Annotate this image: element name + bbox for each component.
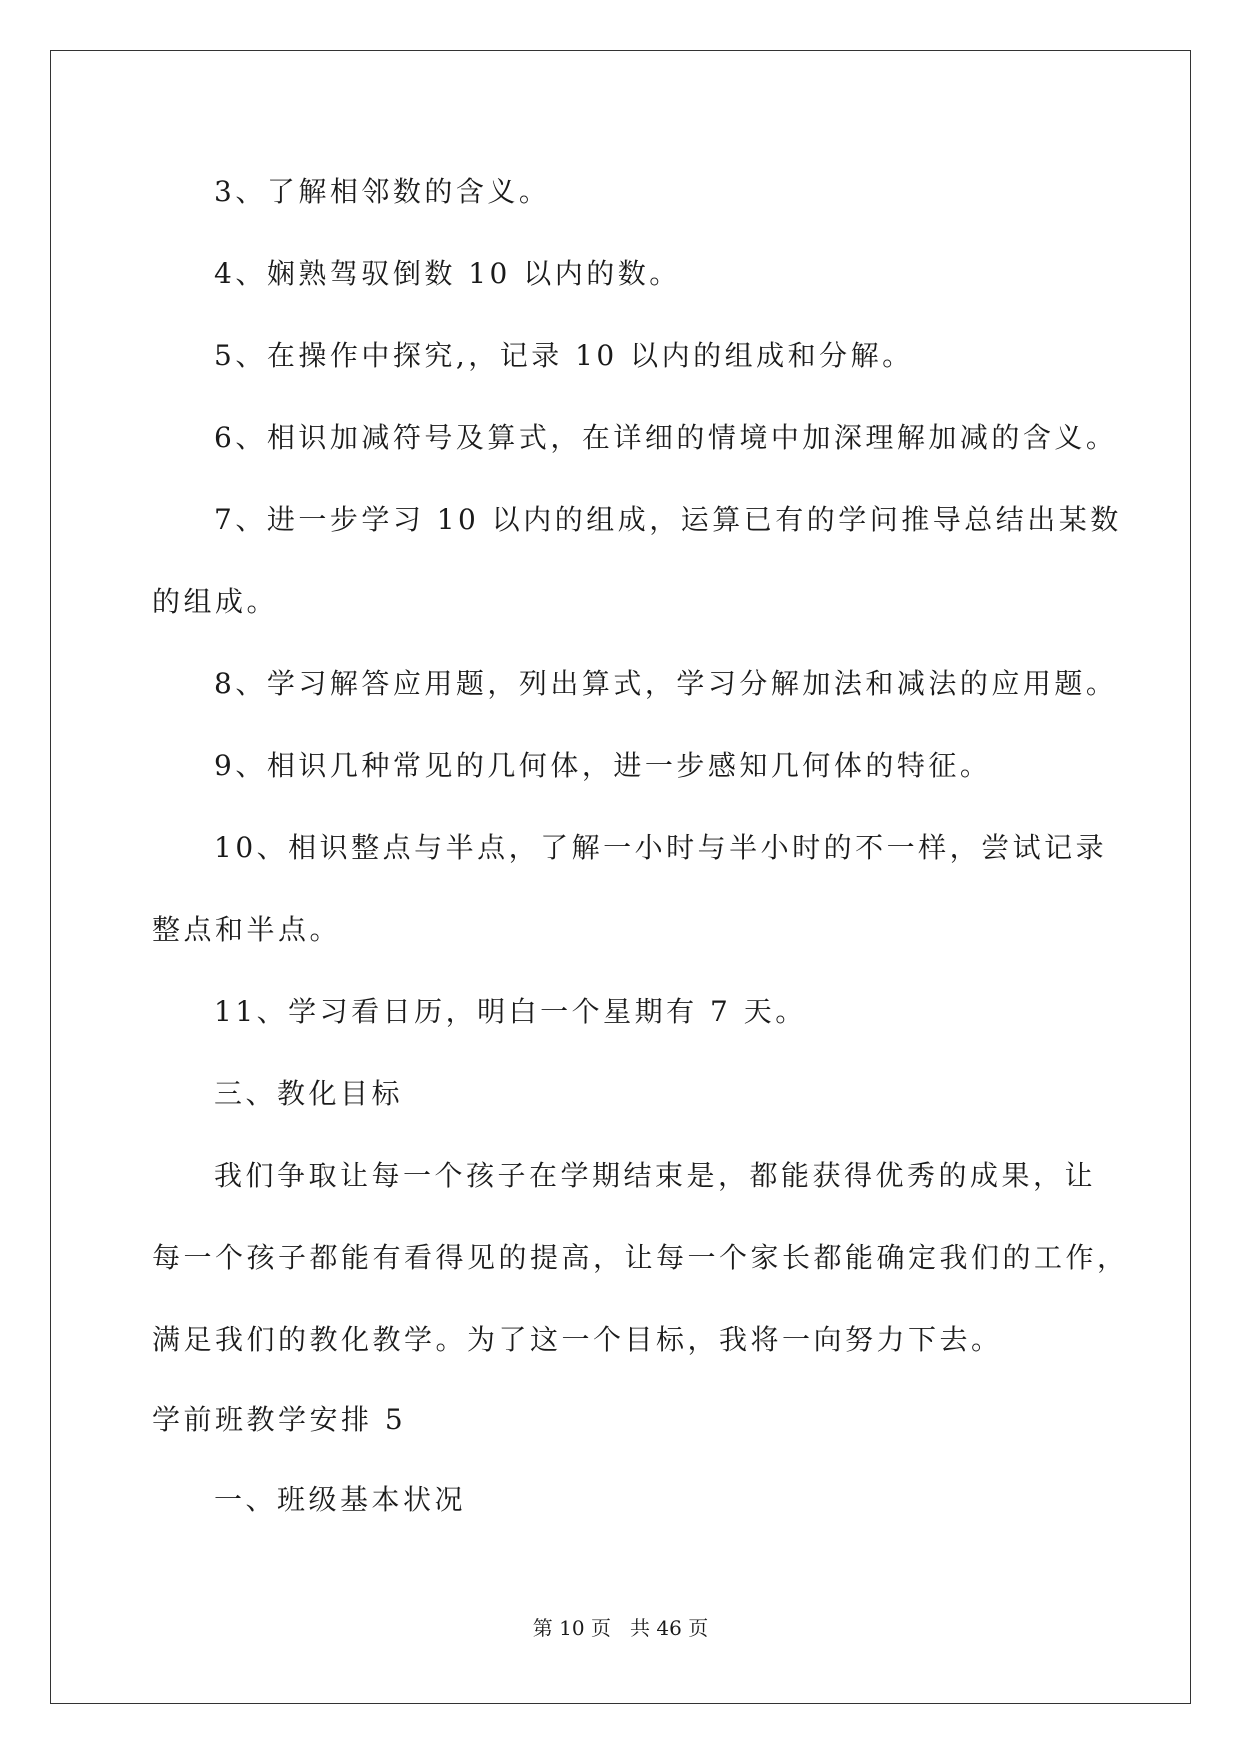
list-item-5: 5、在操作中探究,，记录 10 以内的组成和分解。 — [214, 339, 914, 372]
page-frame — [50, 50, 1191, 1704]
list-item-6: 6、相识加减符号及算式，在详细的情境中加深理解加减的含义。 — [214, 421, 1118, 454]
section-heading-goals: 三、教化目标 — [214, 1077, 404, 1110]
section-heading-class-status: 一、班级基本状况 — [214, 1483, 467, 1516]
list-item-9: 9、相识几种常见的几何体，进一步感知几何体的特征。 — [214, 749, 992, 782]
list-item-7: 7、进一步学习 10 以内的组成，运算已有的学问推导总结出某数 — [214, 503, 1122, 536]
list-item-10: 10、相识整点与半点，了解一小时与半小时的不一样，尝试记录 — [214, 831, 1108, 864]
paragraph-line-2: 每一个孩子都能有看得见的提高，让每一个家长都能确定我们的工作， — [152, 1241, 1129, 1274]
list-item-3: 3、了解相邻数的含义。 — [214, 175, 551, 208]
paragraph-line-1: 我们争取让每一个孩子在学期结束是，都能获得优秀的成果，让 — [214, 1159, 1097, 1192]
list-item-11: 11、学习看日历，明白一个星期有 7 天。 — [214, 995, 807, 1028]
list-item-8: 8、学习解答应用题，列出算式，学习分解加法和减法的应用题。 — [214, 667, 1118, 700]
list-item-4: 4、娴熟驾驭倒数 10 以内的数。 — [214, 257, 681, 290]
list-item-7-continued: 的组成。 — [152, 585, 279, 618]
document-title: 学前班教学安排 5 — [152, 1403, 407, 1436]
list-item-10-continued: 整点和半点。 — [152, 913, 342, 946]
page-footer: 第 10 页 共 46 页 — [532, 1616, 709, 1640]
paragraph-line-3: 满足我们的教化教学。为了这一个目标，我将一向努力下去。 — [152, 1323, 1003, 1356]
